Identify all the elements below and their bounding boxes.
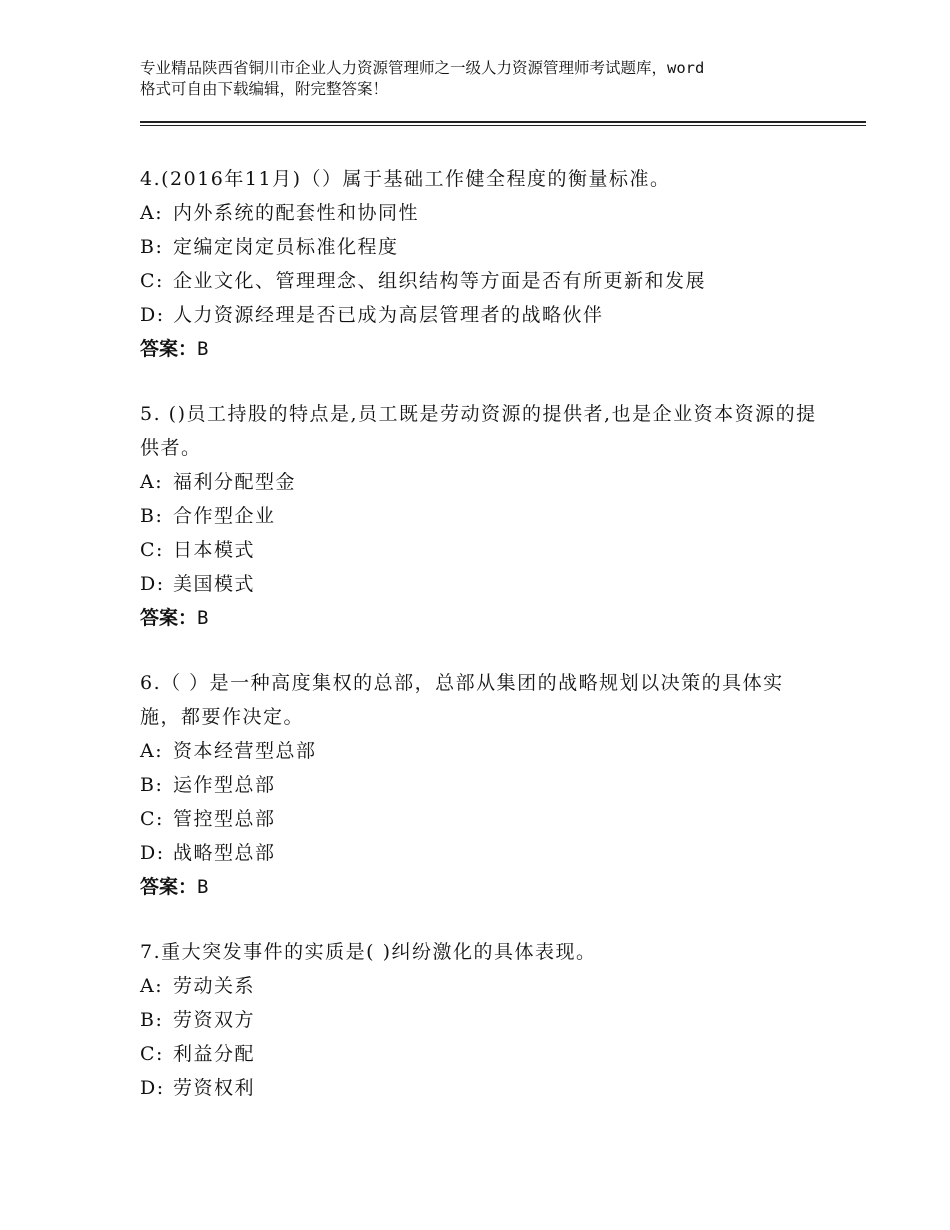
option-key: A: [140,202,164,224]
option-text: 福利分配型金 [173,471,297,493]
option-key: C: [140,270,164,292]
option-key: D: [140,573,165,595]
option-key: C: [140,1043,164,1065]
option-key: D: [140,304,165,326]
document-header [140,58,830,100]
answer-label: 答案： [140,876,198,898]
option-a [140,465,820,499]
option-b [140,768,820,802]
option-c [140,533,820,567]
option-a [140,734,820,768]
option-key: B: [140,505,164,527]
option-text: 劳动关系 [173,975,256,997]
option-d [140,836,820,870]
answer-value: B [197,607,209,629]
option-key: B: [140,774,164,796]
option-key: A: [140,471,164,493]
option-text: 合作型企业 [173,505,276,527]
option-c [140,802,820,836]
option-text: 管控型总部 [173,808,276,830]
answer-value: B [197,338,209,360]
option-text: 人力资源经理是否已成为高层管理者的战略伙伴 [173,304,604,326]
answer-label: 答案： [140,607,198,629]
option-key: B: [140,236,164,258]
option-text: 美国模式 [173,573,256,595]
option-key: A: [140,740,164,762]
header-line-1: 专业精品陕西省铜川市企业人力资源管理师之一级人力资源管理师考试题库，word [140,59,705,77]
option-key: C: [140,808,164,830]
option-text: 利益分配 [173,1043,256,1065]
answer-label: 答案： [140,338,198,360]
option-c [140,264,820,298]
option-key: D: [140,842,165,864]
header-line-2: 格式可自由下载编辑，附完整答案！ [140,80,389,98]
option-text: 劳资双方 [173,1009,256,1031]
question-5 [140,397,820,635]
header-divider-thin [140,125,866,126]
option-key: C: [140,539,164,561]
option-c [140,1037,820,1071]
option-text: 资本经营型总部 [173,740,317,762]
option-text: 劳资权利 [173,1077,256,1099]
option-key: A: [140,975,164,997]
header-divider-thick [140,121,866,123]
option-b [140,1003,820,1037]
option-text: 定编定岗定员标准化程度 [173,236,399,258]
question-6 [140,666,820,904]
option-key: D: [140,1077,165,1099]
option-key: B: [140,1009,164,1031]
option-d [140,298,820,332]
question-stem: 4.(2016年11月)（）属于基础工作健全程度的衡量标准。 [140,168,671,190]
option-b [140,230,820,264]
option-d [140,567,820,601]
answer-line [140,601,820,635]
option-text: 运作型总部 [173,774,276,796]
option-a [140,196,820,230]
option-d [140,1071,820,1105]
option-b [140,499,820,533]
answer-line [140,870,820,904]
question-stem: 6.（ ）是一种高度集权的总部，总部从集团的战略规划以决策的具体实施，都要作决定。 [140,672,784,728]
question-7 [140,935,820,1105]
option-text: 战略型总部 [173,842,276,864]
option-text: 内外系统的配套性和协同性 [173,202,420,224]
option-a [140,969,820,1003]
question-4 [140,162,820,366]
question-list [140,162,820,1136]
answer-value: B [197,876,209,898]
option-text: 企业文化、管理理念、组织结构等方面是否有所更新和发展 [173,270,707,292]
question-stem: 7.重大突发事件的实质是( )纠纷激化的具体表现。 [140,941,597,963]
question-stem: 5. ()员工持股的特点是,员工既是劳动资源的提供者,也是企业资本资源的提供者。 [140,403,817,459]
answer-line [140,332,820,366]
option-text: 日本模式 [173,539,256,561]
